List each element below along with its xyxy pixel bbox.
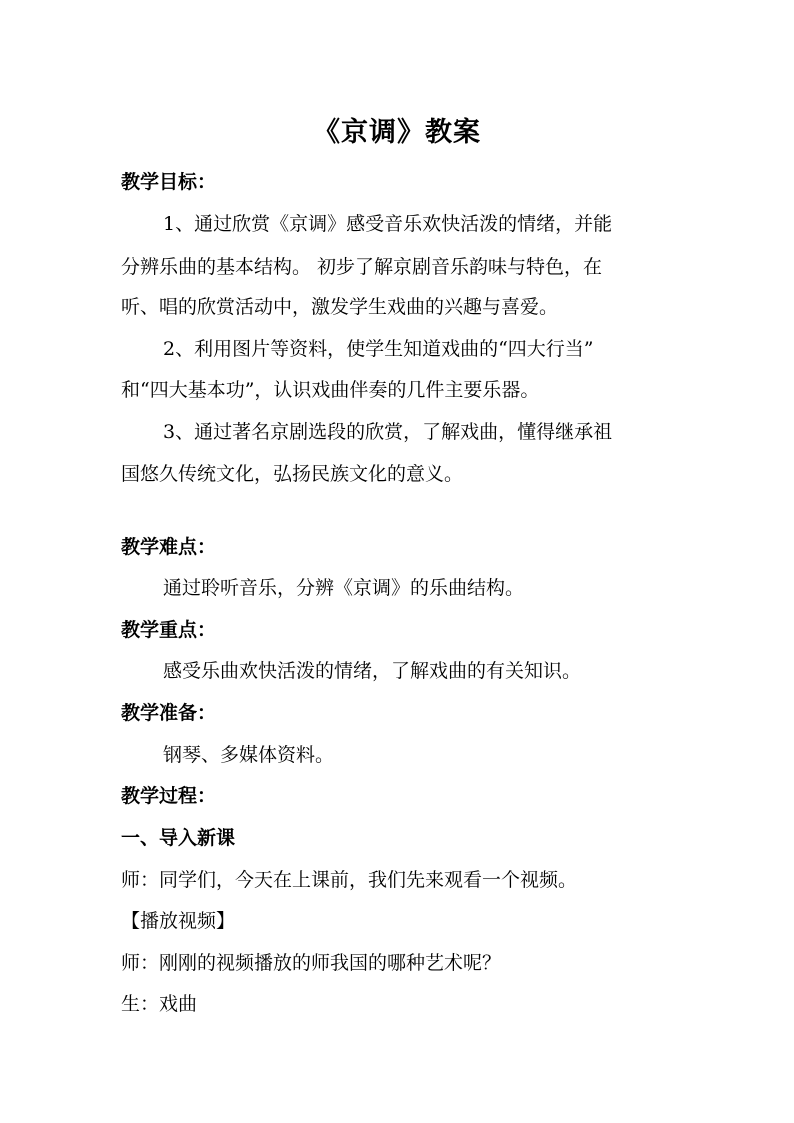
objective2-line1: 2、利用图片等资料，使学生知道戏曲的“四大行当” [163, 338, 594, 360]
objective1-line2: 分辨乐曲的基本结构。 初步了解京剧音乐韵味与特色，在 [121, 256, 603, 278]
difficulty-heading: 教学难点： [121, 536, 217, 558]
objective3-line2: 国悠久传统文化，弘扬民族文化的意义。 [121, 463, 464, 485]
key-heading: 教学重点： [121, 619, 217, 641]
document-title: 《京调》教案 [313, 117, 481, 148]
prep-text: 钢琴、多媒体资料。 [163, 744, 335, 766]
objective1-line1: 1、通过欣赏《京调》感受音乐欢快活泼的情绪，并能 [163, 213, 613, 235]
objective1-line3: 听、唱的欣赏活动中，激发学生戏曲的兴趣与喜爱。 [121, 296, 559, 318]
objective3-line1: 3、通过著名京剧选段的欣赏，了解戏曲，懂得继承祖 [163, 421, 613, 443]
dialogue-line2: 【播放视频】 [121, 910, 236, 932]
section1-heading: 一、导入新课 [121, 827, 236, 849]
objectives-heading: 教学目标： [121, 171, 217, 193]
prep-heading: 教学准备： [121, 702, 217, 724]
key-text: 感受乐曲欢快活泼的情绪，了解戏曲的有关知识。 [163, 660, 582, 682]
objective2-line2: 和“四大基本功”，认识戏曲伴奏的几件主要乐器。 [121, 379, 540, 401]
dialogue-line3: 师：刚刚的视频播放的师我国的哪种艺术呢？ [121, 952, 502, 974]
dialogue-line1: 师：同学们，今天在上课前，我们先来观看一个视频。 [121, 869, 578, 891]
process-heading: 教学过程： [121, 785, 217, 807]
difficulty-text: 通过聆听音乐，分辨《京调》的乐曲结构。 [163, 577, 525, 599]
dialogue-line4: 生：戏曲 [121, 993, 198, 1015]
